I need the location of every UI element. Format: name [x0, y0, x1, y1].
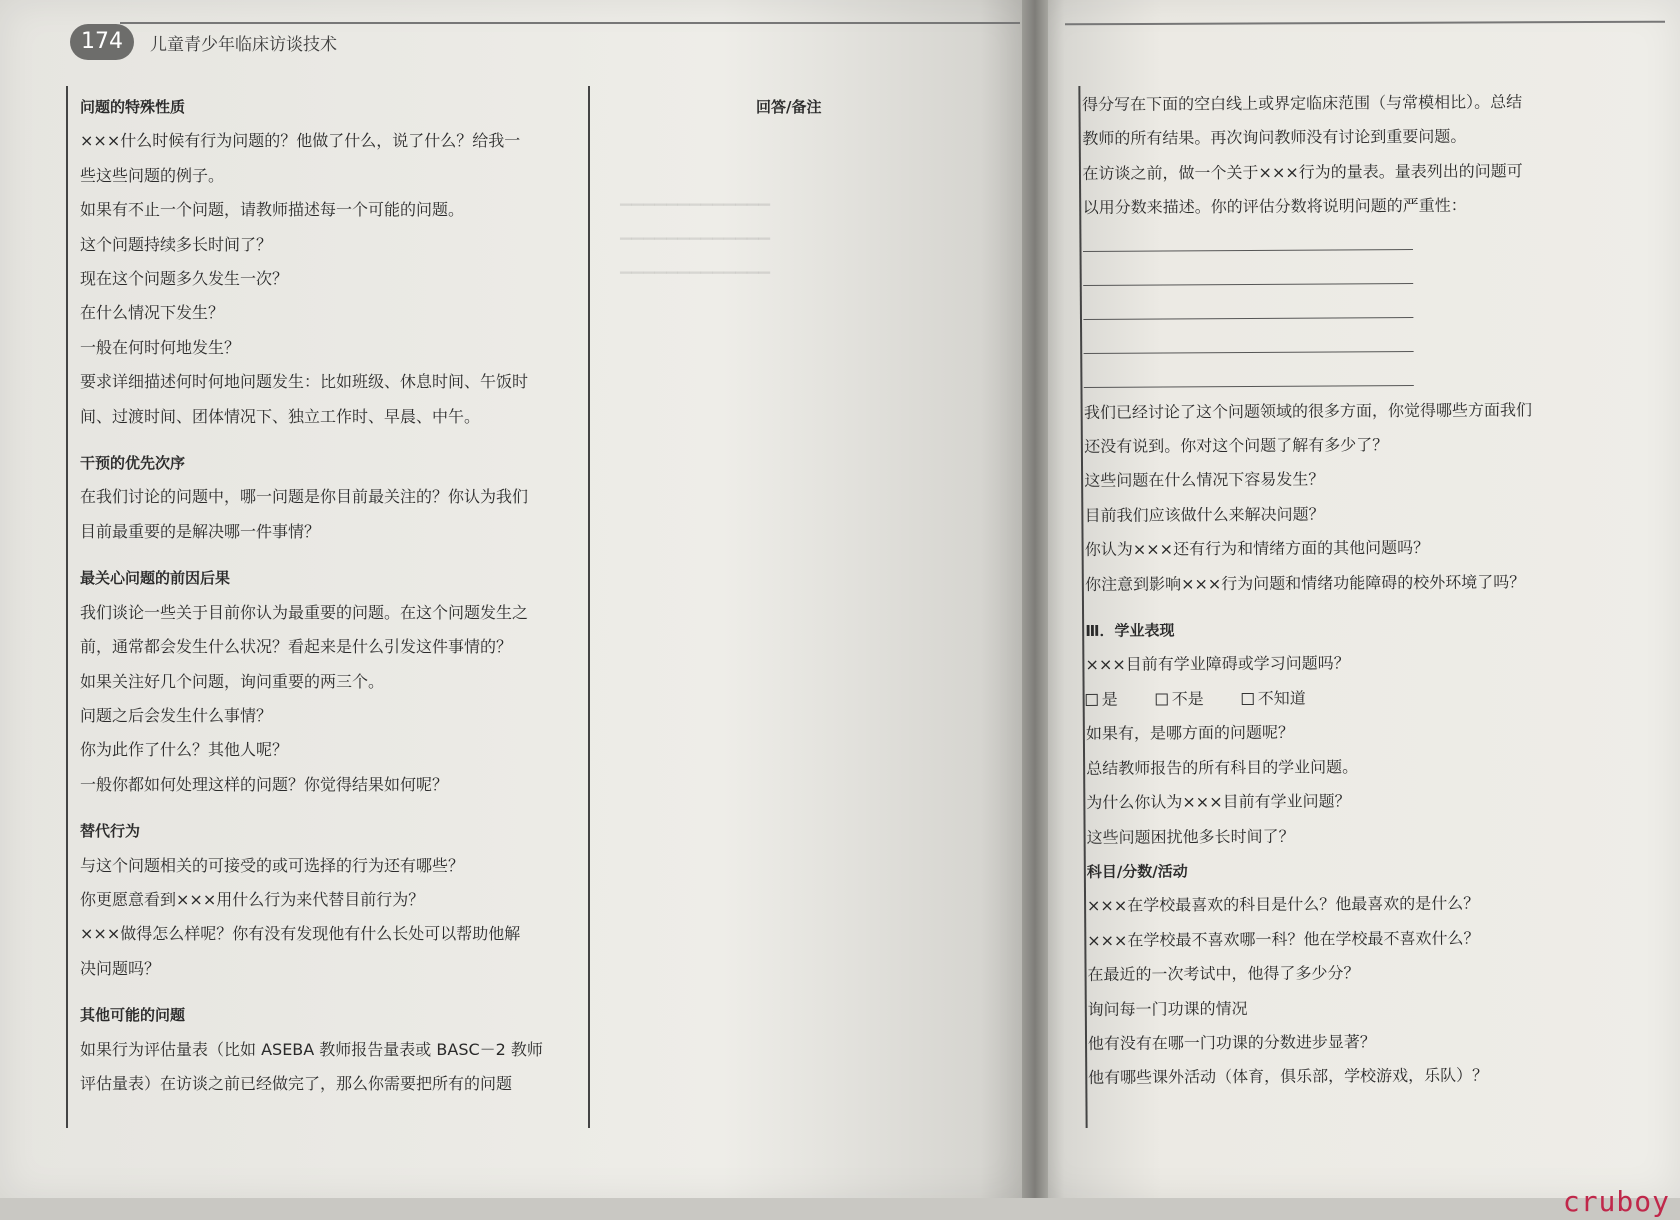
text-line: 如果行为评估量表（比如 ASEBA 教师报告量表或 BASC－2 教师 — [80, 1039, 543, 1059]
text-line: ×××做得怎么样呢？你有没有发现他有什么长处可以帮助他解 — [80, 924, 521, 944]
text-line: 总结教师报告的所有科目的学业问题。 — [1086, 757, 1359, 778]
checkbox-icon[interactable] — [1156, 694, 1168, 706]
text-line: 在我们讨论的问题中，哪一问题是你目前最关注的？你认为我们 — [80, 487, 529, 507]
text-line: 他有没有在哪一门功课的分数进步显著？ — [1087, 1032, 1376, 1053]
text-line: 你认为×××还有行为和情绪方面的其他问题吗？ — [1084, 538, 1430, 560]
table-left-border — [66, 86, 68, 1128]
score-blank-line[interactable] — [1084, 358, 1644, 395]
option-no[interactable] — [1156, 682, 1204, 717]
show-through-text: ▁▁▁▁▁▁▁▁▁▁▁▁▁ ▁▁▁▁▁▁▁▁▁▁▁▁▁ ▁▁▁▁▁▁▁▁▁▁▁▁▁ — [620, 188, 770, 274]
text-line: 在什么情况下发生？ — [80, 303, 225, 323]
right-question-column — [1082, 85, 1648, 1096]
text-line: 如果有不止一个问题，请教师描述每一个可能的问题。 — [80, 200, 465, 220]
text-line: ×××目前有学业障碍或学习问题吗？ — [1085, 653, 1350, 675]
book-spine — [1022, 0, 1048, 1220]
section-heading: 问题的特殊性质 — [80, 98, 186, 116]
text-line: 前，通常都会发生什么状况？看起来是什么引发这件事情的？ — [80, 637, 513, 657]
left-question-column — [80, 90, 580, 1101]
text-line: 要求详细描述何时何地问题发生：比如班级、休息时间、午饭时 — [80, 372, 529, 392]
option-label: 不是 — [1171, 689, 1204, 709]
option-unknown[interactable] — [1242, 682, 1306, 717]
text-line: 如果有，是哪方面的问题呢？ — [1085, 722, 1295, 744]
section-heading: 替代行为 — [80, 822, 141, 841]
text-line: 一般在何时何地发生？ — [80, 337, 241, 357]
text-line: 教师的所有结果。再次询问教师没有讨论到重要问题。 — [1082, 127, 1467, 149]
answer-options — [1086, 679, 1646, 717]
text-line: 目前我们应该做什么来解决问题？ — [1084, 504, 1325, 525]
text-line: ×××在学校最不喜欢哪一科？他在学校最不喜欢什么？ — [1087, 928, 1480, 950]
score-blank-line[interactable] — [1083, 324, 1643, 361]
score-blank-line[interactable] — [1083, 290, 1643, 327]
option-yes[interactable] — [1086, 683, 1118, 718]
text-line: 得分写在下面的空白线上或界定临床范围（与常模相比）。总结 — [1082, 92, 1523, 114]
checkbox-icon[interactable] — [1086, 694, 1098, 706]
text-line: 这些问题困扰他多长时间了？ — [1086, 826, 1295, 847]
answer-column-header: 回答/备注 — [756, 98, 822, 116]
text-line: 询问每一门功课的情况 — [1087, 998, 1248, 1019]
section-heading: 干预的优先次序 — [80, 454, 186, 473]
text-line: 我们已经讨论了这个问题领域的很多方面，你觉得哪些方面我们 — [1083, 399, 1533, 422]
text-line: 这个问题持续多长时间了？ — [80, 234, 273, 254]
section-antecedents-consequences — [80, 561, 580, 802]
text-line: 与这个问题相关的可接受的或可选择的行为还有哪些？ — [80, 855, 465, 875]
page-number-badge: 174 — [70, 24, 134, 60]
text-line: 这些问题在什么情况下容易发生？ — [1084, 469, 1325, 491]
section-heading-subjects: 科目/分数/活动 — [1086, 862, 1188, 881]
text-line: 他有哪些课外活动（体育，俱乐部，学校游戏，乐队）？ — [1087, 1065, 1489, 1088]
section-intervention-priority — [80, 446, 580, 549]
text-line: 你注意到影响×××行为问题和情绪功能障碍的校外环境了吗？ — [1084, 571, 1526, 594]
table-column-divider — [588, 86, 590, 1128]
text-line: 间、过渡时间、团体情况下、独立工作时、早晨、中午。 — [80, 406, 481, 426]
section-heading: 其他可能的问题 — [80, 1006, 186, 1025]
text-line: 在访谈之前，做一个关于×××行为的量表。量表列出的问题可 — [1082, 161, 1523, 183]
checkbox-icon[interactable] — [1242, 693, 1254, 705]
text-line: 现在这个问题多久发生一次？ — [80, 269, 289, 289]
running-title: 儿童青少年临床访谈技术 — [150, 35, 337, 55]
text-line: 我们谈论一些关于目前你认为最重要的问题。在这个问题发生之 — [80, 602, 529, 622]
text-line: 问题之后会发生什么事情？ — [80, 705, 273, 725]
score-blank-line[interactable] — [1083, 256, 1643, 293]
page-bottom-edge — [0, 1198, 1680, 1220]
text-line: 如果关注好几个问题，询问重要的两三个。 — [80, 671, 385, 691]
option-label: 不知道 — [1257, 688, 1306, 708]
section-heading-academic: Ⅲ．学业表现 — [1085, 621, 1175, 641]
text-line: 以用分数来描述。你的评估分数将说明问题的严重性： — [1082, 195, 1467, 218]
header-rule-left — [120, 22, 1020, 24]
text-line: 些这些问题的例子。 — [80, 165, 225, 185]
scanner-watermark: cruboy — [1562, 1185, 1670, 1218]
text-line: 为什么你认为×××目前有学业问题？ — [1086, 791, 1351, 813]
text-line: ×××什么时候有行为问题的？他做了什么，说了什么？给我一 — [80, 131, 521, 151]
section-heading: 最关心问题的前因后果 — [80, 569, 231, 588]
section-specific-nature — [80, 90, 580, 434]
text-line: 决问题吗？ — [80, 958, 161, 978]
text-line: 一般你都如何处理这样的问题？你觉得结果如何呢？ — [80, 774, 449, 794]
text-line: 你为此作了什么？其他人呢？ — [80, 740, 289, 760]
section-alternative-behavior — [80, 814, 580, 986]
text-line: 在最近的一次考试中，他得了多少分？ — [1087, 963, 1360, 985]
text-line: 评估量表）在访谈之前已经做完了，那么你需要把所有的问题 — [80, 1073, 513, 1093]
section-other-problems — [80, 998, 580, 1101]
score-blank-line[interactable] — [1083, 222, 1643, 259]
text-line: 你更愿意看到×××用什么行为来代替目前行为？ — [80, 889, 425, 909]
text-line: 目前最重要的是解决哪一件事情？ — [80, 521, 321, 541]
option-label: 是 — [1101, 689, 1118, 709]
text-line: 还没有说到。你对这个问题了解有多少了？ — [1084, 435, 1389, 457]
text-line: ×××在学校最喜欢的科目是什么？他最喜欢的是什么？ — [1086, 893, 1480, 916]
